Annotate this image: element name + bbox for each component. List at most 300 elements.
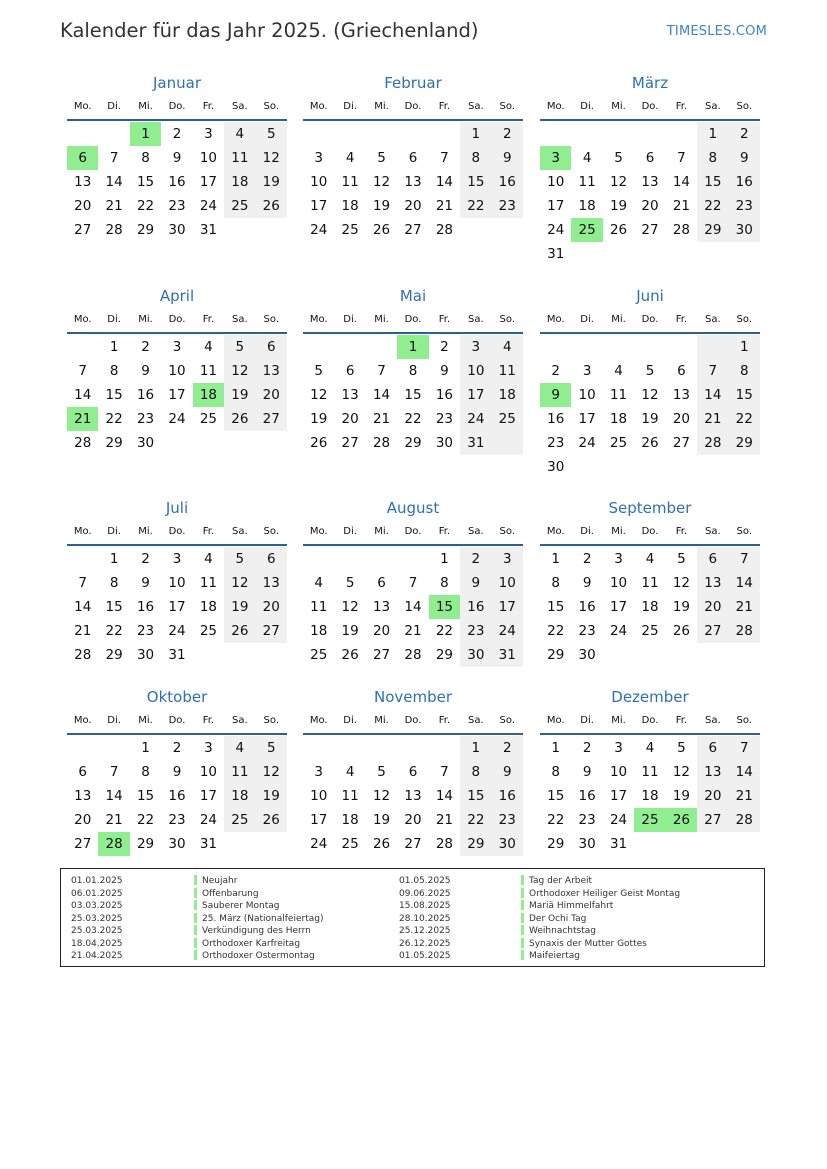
month-name: Mai	[399, 287, 427, 305]
holiday-names-left	[202, 875, 323, 963]
day-cell: 28	[704, 435, 722, 451]
weekday-label: So.	[499, 526, 515, 537]
weekday-label: Fr.	[438, 526, 451, 537]
weekday-label: Do.	[168, 526, 186, 537]
day-cell: 3	[314, 150, 323, 166]
day-cell: 17	[199, 174, 217, 190]
day-cell: 29	[136, 222, 155, 238]
brand-link[interactable]: TIMESLES.COM	[666, 24, 767, 39]
holiday-date: 06.01.2025	[71, 888, 123, 899]
weekday-label: So.	[263, 314, 279, 325]
day-cell: 24	[168, 411, 186, 427]
day-cell: 21	[672, 198, 690, 214]
day-cell: 22	[136, 198, 155, 214]
holiday-date: 28.10.2025	[399, 913, 451, 924]
weekday-label: Mo.	[546, 314, 565, 325]
day-cell: 20	[262, 387, 280, 403]
day-cell: 29	[105, 647, 123, 663]
weekday-label: Do.	[168, 715, 186, 726]
day-cell: 15	[547, 788, 565, 804]
day-cell: 3	[172, 339, 182, 355]
day-cell: 9	[582, 764, 592, 780]
weekday-label: So.	[499, 715, 515, 726]
holiday-day-cell: 25	[634, 808, 665, 832]
holiday-name: Synaxis der Mutter Gottes	[529, 938, 647, 949]
day-cell: 27	[372, 647, 391, 663]
day-cell: 2	[582, 740, 592, 756]
holiday-day-cell: 28	[98, 832, 129, 856]
holiday-day-cell: 6	[67, 146, 98, 170]
day-cell: 25	[341, 222, 359, 238]
month-name: Juni	[636, 287, 664, 305]
day-cell: 13	[262, 363, 280, 379]
day-cell: 14	[105, 788, 123, 804]
day-cell: 16	[435, 387, 453, 403]
weekday-label: Do.	[404, 314, 422, 325]
day-cell: 12	[372, 788, 391, 804]
holiday-date: 26.12.2025	[399, 938, 451, 949]
day-cell: 6	[408, 764, 418, 780]
day-cell: 20	[262, 599, 280, 615]
weekday-label: Fr.	[202, 314, 215, 325]
day-cell: 8	[471, 150, 481, 166]
day-cell: 29	[404, 435, 422, 451]
day-cell: 1	[739, 339, 749, 355]
header-rule	[303, 544, 523, 546]
day-cell: 26	[231, 623, 249, 639]
day-cell: 9	[440, 363, 449, 379]
day-cell: 23	[136, 411, 155, 427]
day-cell: 21	[435, 812, 453, 828]
day-cell: 19	[341, 623, 359, 639]
day-cell: 14	[735, 764, 753, 780]
day-cell: 20	[704, 599, 722, 615]
header-rule	[540, 332, 760, 334]
weekday-label: Mi.	[138, 101, 153, 112]
weekday-label: Mo.	[546, 526, 565, 537]
day-cell: 20	[641, 198, 659, 214]
day-cell: 30	[547, 459, 565, 475]
day-cell: 16	[467, 599, 485, 615]
day-cell: 28	[74, 647, 92, 663]
weekday-label: Mo.	[546, 101, 565, 112]
weekday-label: Fr.	[675, 314, 688, 325]
holiday-day-cell: 26	[666, 808, 697, 832]
day-cell: 3	[614, 740, 623, 756]
day-cell: 23	[547, 435, 565, 451]
day-cell: 22	[435, 623, 453, 639]
day-cell: 19	[231, 599, 249, 615]
day-cell: 21	[372, 411, 391, 427]
weekday-label: Mi.	[138, 715, 153, 726]
day-cell: 7	[440, 764, 449, 780]
day-cell: 21	[74, 623, 92, 639]
day-cell: 26	[372, 836, 391, 852]
day-cell: 11	[641, 575, 659, 591]
weekday-label: Di.	[107, 101, 121, 112]
day-cell: 6	[408, 150, 418, 166]
day-cell: 19	[641, 411, 659, 427]
weekday-label: Sa.	[468, 715, 484, 726]
weekday-label: So.	[263, 101, 279, 112]
header-rule	[540, 544, 760, 546]
weekday-label: So.	[736, 314, 752, 325]
day-cell: 15	[136, 174, 155, 190]
month-name: August	[386, 499, 440, 517]
day-cell: 26	[641, 435, 659, 451]
day-cell: 21	[735, 788, 753, 804]
day-cell: 16	[578, 788, 596, 804]
holiday-day-cell: 25	[571, 218, 602, 242]
day-cell: 20	[404, 198, 422, 214]
day-cell: 26	[672, 623, 690, 639]
day-cell: 14	[704, 387, 722, 403]
day-cell: 23	[498, 198, 516, 214]
day-cell: 3	[502, 551, 512, 567]
day-cell: 30	[136, 647, 155, 663]
header-rule	[540, 119, 760, 121]
day-cell: 2	[739, 126, 749, 142]
day-cell: 16	[136, 599, 155, 615]
day-cell: 20	[372, 623, 391, 639]
day-cell: 4	[235, 740, 245, 756]
day-cell: 19	[372, 198, 391, 214]
day-cell: 11	[498, 363, 516, 379]
header-rule	[303, 119, 523, 121]
holiday-legend	[60, 868, 765, 967]
weekday-label: Fr.	[202, 526, 215, 537]
day-cell: 6	[708, 551, 718, 567]
weekday-header	[303, 314, 523, 328]
day-cell: 22	[735, 411, 753, 427]
weekday-header	[303, 715, 523, 729]
day-cell: 9	[141, 363, 150, 379]
day-cell: 25	[199, 623, 217, 639]
day-cell: 28	[74, 435, 92, 451]
holiday-name: Weihnachtstag	[529, 926, 596, 936]
weekday-label: Mi.	[374, 314, 389, 325]
holiday-day-cell: 15	[429, 595, 460, 619]
weekday-label: So.	[263, 526, 279, 537]
day-cell: 20	[74, 812, 92, 828]
day-cell: 9	[172, 764, 182, 780]
day-cell: 15	[136, 788, 155, 804]
day-cell: 15	[105, 599, 123, 615]
day-cell: 6	[266, 551, 276, 567]
header-rule	[67, 332, 287, 334]
day-cell: 18	[310, 623, 328, 639]
day-cell: 2	[172, 126, 182, 142]
day-cell: 1	[551, 740, 560, 756]
day-cell: 22	[704, 198, 722, 214]
weekday-header	[303, 526, 523, 540]
weekday-label: Mi.	[374, 101, 389, 112]
weekday-header	[67, 526, 287, 540]
day-cell: 11	[341, 174, 359, 190]
day-cell: 27	[341, 435, 359, 451]
weekday-label: So.	[263, 715, 279, 726]
day-cell: 17	[310, 812, 328, 828]
holiday-name: Der Ochi Tag	[529, 913, 587, 924]
day-cell: 26	[341, 647, 359, 663]
day-cell: 11	[231, 150, 249, 166]
day-cell: 15	[704, 174, 722, 190]
day-cell: 23	[168, 812, 186, 828]
day-cell: 20	[74, 198, 92, 214]
month-name: März	[631, 74, 669, 92]
day-cell: 4	[645, 740, 655, 756]
weekday-label: Mo.	[73, 526, 92, 537]
day-cell: 12	[672, 764, 690, 780]
day-cell: 28	[735, 812, 753, 828]
day-cell: 16	[168, 788, 186, 804]
day-cell: 29	[547, 836, 565, 852]
day-cell: 10	[578, 387, 596, 403]
day-cell: 12	[372, 174, 391, 190]
weekday-label: Mo.	[309, 314, 328, 325]
holiday-date: 18.04.2025	[71, 938, 123, 949]
day-cell: 23	[435, 411, 453, 427]
day-cell: 30	[578, 836, 596, 852]
weekday-label: Mo.	[309, 715, 328, 726]
day-cell: 21	[105, 198, 123, 214]
day-cell: 10	[609, 764, 628, 780]
holiday-name: Verkündigung des Herrn	[202, 926, 311, 936]
weekday-label: Sa.	[705, 101, 721, 112]
day-cell: 2	[172, 740, 182, 756]
day-cell: 18	[231, 788, 249, 804]
weekday-label: Di.	[343, 715, 357, 726]
day-cell: 15	[547, 599, 565, 615]
holiday-name: 25. März (Nationalfeiertag)	[202, 913, 324, 924]
day-cell: 24	[199, 812, 217, 828]
weekday-label: Fr.	[202, 715, 215, 726]
weekday-label: Sa.	[705, 715, 721, 726]
holiday-name: Orthodoxer Karfreitag	[202, 938, 301, 949]
day-cell: 9	[471, 575, 481, 591]
month-name: Oktober	[146, 688, 208, 706]
day-cell: 23	[578, 623, 596, 639]
day-cell: 26	[262, 812, 280, 828]
day-cell: 28	[105, 222, 123, 238]
day-cell: 18	[609, 411, 628, 427]
day-cell: 18	[641, 599, 659, 615]
weekday-header	[540, 715, 760, 729]
day-cell: 4	[582, 150, 592, 166]
day-cell: 31	[199, 222, 217, 238]
day-cell: 8	[109, 363, 119, 379]
day-cell: 25	[641, 623, 659, 639]
month-name: Juli	[165, 499, 189, 517]
weekday-label: Fr.	[438, 314, 451, 325]
holiday-date: 01.05.2025	[399, 951, 451, 961]
day-cell: 17	[609, 788, 628, 804]
day-cell: 2	[502, 740, 512, 756]
day-cell: 30	[735, 222, 753, 238]
day-cell: 10	[467, 363, 485, 379]
day-cell: 18	[231, 174, 249, 190]
day-cell: 9	[739, 150, 749, 166]
holiday-day-cell: 1	[130, 122, 161, 146]
day-cell: 24	[467, 411, 485, 427]
day-cell: 14	[74, 599, 92, 615]
day-cell: 7	[708, 363, 718, 379]
day-cell: 4	[345, 764, 355, 780]
weekday-label: Sa.	[705, 526, 721, 537]
day-cell: 29	[704, 222, 722, 238]
weekday-label: Sa.	[468, 314, 484, 325]
day-cell: 18	[199, 599, 217, 615]
day-cell: 15	[467, 788, 485, 804]
day-cell: 3	[204, 740, 213, 756]
day-cell: 23	[467, 623, 485, 639]
holiday-day-cell: 21	[67, 407, 98, 431]
day-cell: 8	[551, 764, 560, 780]
day-cell: 24	[168, 623, 186, 639]
day-cell: 11	[199, 575, 217, 591]
weekday-label: Do.	[641, 101, 659, 112]
holiday-name: Sauberer Montag	[202, 901, 280, 911]
day-cell: 30	[435, 435, 453, 451]
day-cell: 27	[404, 222, 422, 238]
day-cell: 17	[498, 599, 516, 615]
month-name: April	[159, 287, 195, 305]
day-cell: 23	[735, 198, 753, 214]
month-name: Januar	[153, 74, 201, 92]
day-cell: 14	[435, 788, 453, 804]
day-cell: 15	[404, 387, 422, 403]
day-cell: 7	[440, 150, 449, 166]
day-cell: 5	[377, 764, 386, 780]
day-cell: 7	[377, 363, 386, 379]
day-cell: 29	[735, 435, 753, 451]
day-cell: 29	[136, 836, 155, 852]
weekday-label: Sa.	[468, 526, 484, 537]
day-cell: 20	[341, 411, 359, 427]
weekday-label: Mi.	[611, 526, 626, 537]
day-cell: 20	[672, 411, 690, 427]
day-cell: 9	[502, 764, 512, 780]
day-cell: 19	[672, 788, 690, 804]
day-cell: 23	[168, 198, 186, 214]
day-cell: 9	[582, 575, 592, 591]
weekday-header	[540, 101, 760, 115]
day-cell: 12	[231, 575, 249, 591]
weekday-label: Sa.	[468, 101, 484, 112]
weekday-label: Do.	[168, 101, 186, 112]
day-cell: 2	[471, 551, 481, 567]
day-cell: 4	[235, 126, 245, 142]
day-cell: 13	[672, 387, 690, 403]
day-cell: 9	[172, 150, 182, 166]
day-cell: 12	[231, 363, 249, 379]
day-cell: 26	[262, 198, 280, 214]
day-cell: 8	[551, 575, 560, 591]
weekday-label: So.	[736, 101, 752, 112]
weekday-label: Fr.	[438, 101, 451, 112]
day-cell: 22	[105, 623, 123, 639]
holiday-date: 25.03.2025	[71, 926, 123, 936]
weekday-label: Do.	[404, 101, 422, 112]
day-cell: 30	[578, 647, 596, 663]
weekday-label: Fr.	[675, 715, 688, 726]
day-cell: 13	[262, 575, 280, 591]
day-cell: 12	[672, 575, 690, 591]
weekday-label: Di.	[580, 101, 594, 112]
day-cell: 22	[467, 198, 485, 214]
day-cell: 18	[578, 198, 596, 214]
day-cell: 2	[502, 126, 512, 142]
header-rule	[540, 733, 760, 735]
day-cell: 27	[704, 812, 722, 828]
page-title: Kalender für das Jahr 2025. (Griechenland)	[60, 19, 479, 42]
day-cell: 26	[372, 222, 391, 238]
day-cell: 2	[582, 551, 592, 567]
weekday-label: Do.	[168, 314, 186, 325]
day-cell: 10	[199, 150, 217, 166]
day-cell: 6	[377, 575, 386, 591]
day-cell: 28	[435, 222, 453, 238]
day-cell: 2	[440, 339, 449, 355]
day-cell: 17	[199, 788, 217, 804]
day-cell: 31	[199, 836, 217, 852]
day-cell: 1	[440, 551, 449, 567]
day-cell: 31	[467, 435, 485, 451]
holiday-name: Orthodoxer Heiliger Geist Montag	[529, 888, 681, 899]
day-cell: 24	[578, 435, 596, 451]
day-cell: 27	[404, 836, 422, 852]
day-cell: 8	[440, 575, 449, 591]
weekday-label: Di.	[343, 314, 357, 325]
weekday-header	[540, 314, 760, 328]
day-cell: 11	[199, 363, 217, 379]
day-cell: 30	[136, 435, 155, 451]
holiday-date: 15.08.2025	[399, 901, 451, 911]
day-cell: 29	[435, 647, 453, 663]
holiday-color-bar-right	[521, 875, 524, 962]
weekday-header	[67, 314, 287, 328]
day-cell: 27	[672, 435, 690, 451]
day-cell: 28	[672, 222, 690, 238]
day-cell: 8	[141, 150, 150, 166]
day-cell: 21	[404, 623, 422, 639]
weekday-label: Do.	[641, 715, 659, 726]
weekday-label: Mo.	[73, 101, 92, 112]
weekday-label: Fr.	[675, 526, 688, 537]
weekday-label: Mo.	[309, 526, 328, 537]
day-cell: 26	[310, 435, 328, 451]
day-cell: 24	[547, 222, 565, 238]
day-cell: 4	[345, 150, 355, 166]
header-rule	[67, 733, 287, 735]
day-cell: 27	[74, 222, 92, 238]
day-cell: 25	[310, 647, 328, 663]
holiday-dates-right	[399, 875, 451, 963]
day-cell: 10	[199, 764, 217, 780]
weekday-header	[67, 715, 287, 729]
header-rule	[303, 733, 523, 735]
day-cell: 24	[199, 198, 217, 214]
holiday-dates-left	[71, 875, 123, 963]
holiday-date: 09.06.2025	[399, 888, 451, 899]
weekday-label: Sa.	[232, 526, 248, 537]
day-cell: 18	[498, 387, 516, 403]
day-cell: 11	[231, 764, 249, 780]
holiday-day-cell: 18	[193, 383, 224, 407]
weekday-label: Mi.	[611, 314, 626, 325]
weekday-label: Sa.	[232, 715, 248, 726]
month-name: Dezember	[611, 688, 689, 706]
